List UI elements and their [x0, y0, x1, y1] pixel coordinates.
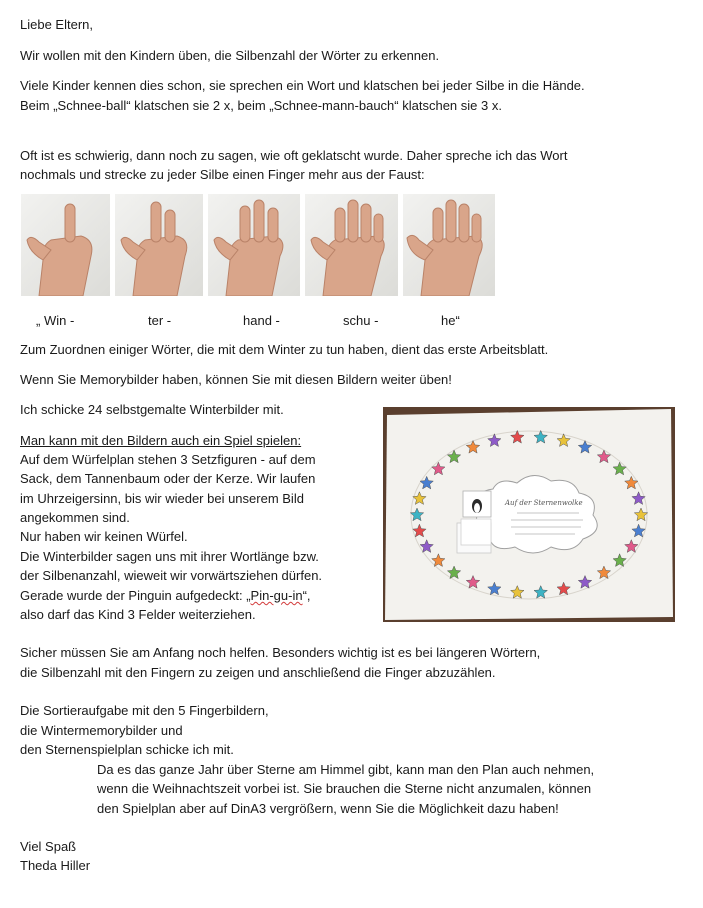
paragraph-5: Ich schicke 24 selbstgemalte Winterbilder mit.: [20, 402, 284, 417]
penguin-word: Pin-gu-in: [250, 588, 303, 603]
game-line-2: Sack, dem Tannenbaum oder der Kerze. Wir laufen: [20, 471, 316, 486]
list-line-3: den Sternenspielplan schicke ich mit.: [20, 742, 234, 757]
paragraph-1-line-1: Viele Kinder kennen dies schon, sie sprechen ein Wort und klatschen bei jeder Silbe in die Hände.: [20, 78, 585, 93]
paragraph-2-line-1: Oft ist es schwierig, dann noch zu sagen, wie oft geklatscht wurde. Daher spreche ich das Wort: [20, 148, 568, 163]
note-line-3: den Spielplan aber auf DinA3 vergrößern, wenn Sie die Möglichkeit dazu haben!: [97, 801, 559, 816]
game-line-3: im Uhrzeigersinn, bis wir wieder bei unserem Bild: [20, 491, 304, 506]
game-line-6: Die Winterbilder sagen uns mit ihrer Wortlänge bzw.: [20, 549, 319, 564]
hand-photo-two-fingers: [115, 194, 203, 296]
paragraph-1-line-2: Beim „Schnee-ball“ klatschen sie 2 x, beim „Schnee-mann-bauch“ klatschen sie 3 x.: [20, 98, 502, 113]
penguin-line: [20, 587, 311, 604]
closing: Viel Spaß: [20, 839, 77, 854]
game-board-photo: [383, 407, 675, 622]
syllable-4: schu -: [343, 313, 379, 328]
game-heading: Man kann mit den Bildern auch ein Spiel spielen:: [20, 433, 302, 448]
paragraph-3: Zum Zuordnen einiger Wörter, die mit dem Winter zu tun haben, dient das erste Arbeitsblatt.: [20, 342, 549, 357]
syllable-3: hand -: [243, 313, 280, 328]
syllable-5: he“: [441, 313, 460, 328]
paragraph-4: Wenn Sie Memorybilder haben, können Sie mit diesen Bildern weiter üben!: [20, 372, 452, 387]
intro-text: Wir wollen mit den Kindern üben, die Silbenzahl der Wörter zu erkennen.: [20, 48, 440, 63]
penguin-line-2: also darf das Kind 3 Felder weiterziehen.: [20, 607, 256, 622]
game-line-7: der Silbenanzahl, wieweit wir vorwärtsziehen dürfen.: [20, 568, 323, 583]
paragraph-6-line-2: die Silbenzahl mit den Fingern zu zeigen und anschließend die Finger abzuzählen.: [20, 665, 496, 680]
penguin-text-prefix: Gerade wurde der Pinguin aufgedeckt: „: [20, 588, 251, 603]
game-line-1: Auf dem Würfelplan stehen 3 Setzfiguren - auf dem: [20, 452, 316, 467]
signature: Theda Hiller: [20, 858, 91, 873]
note-line-1: Da es das ganze Jahr über Sterne am Himmel gibt, kann man den Plan auch nehmen,: [97, 762, 595, 777]
game-line-4: angekommen sind.: [20, 510, 130, 525]
game-line-5: Nur haben wir keinen Würfel.: [20, 529, 188, 544]
syllable-2: ter -: [148, 313, 172, 328]
board-title: Auf der Sternenwolke: [505, 499, 583, 507]
hand-photo-four-fingers: [305, 194, 398, 296]
note-line-2: wenn die Weihnachtszeit vorbei ist. Sie brauchen die Sterne nicht anzumalen, können: [97, 781, 592, 796]
penguin-text-suffix: “,: [302, 588, 311, 603]
paragraph-6-line-1: Sicher müssen Sie am Anfang noch helfen. Besonders wichtig ist es bei längeren Wörtern,: [20, 645, 541, 660]
syllable-1: „ Win -: [36, 313, 75, 328]
list-line-1: Die Sortieraufgabe mit den 5 Fingerbildern,: [20, 703, 269, 718]
hand-photo-five-fingers: [403, 194, 495, 296]
hand-photo-one-finger: [21, 194, 110, 296]
paragraph-2-line-2: nochmals und strecke zu jeder Silbe einen Finger mehr aus der Faust:: [20, 167, 425, 182]
hand-photo-three-fingers: [208, 194, 300, 296]
list-line-2: die Wintermemorybilder und: [20, 723, 183, 738]
greeting: Liebe Eltern,: [20, 17, 93, 32]
